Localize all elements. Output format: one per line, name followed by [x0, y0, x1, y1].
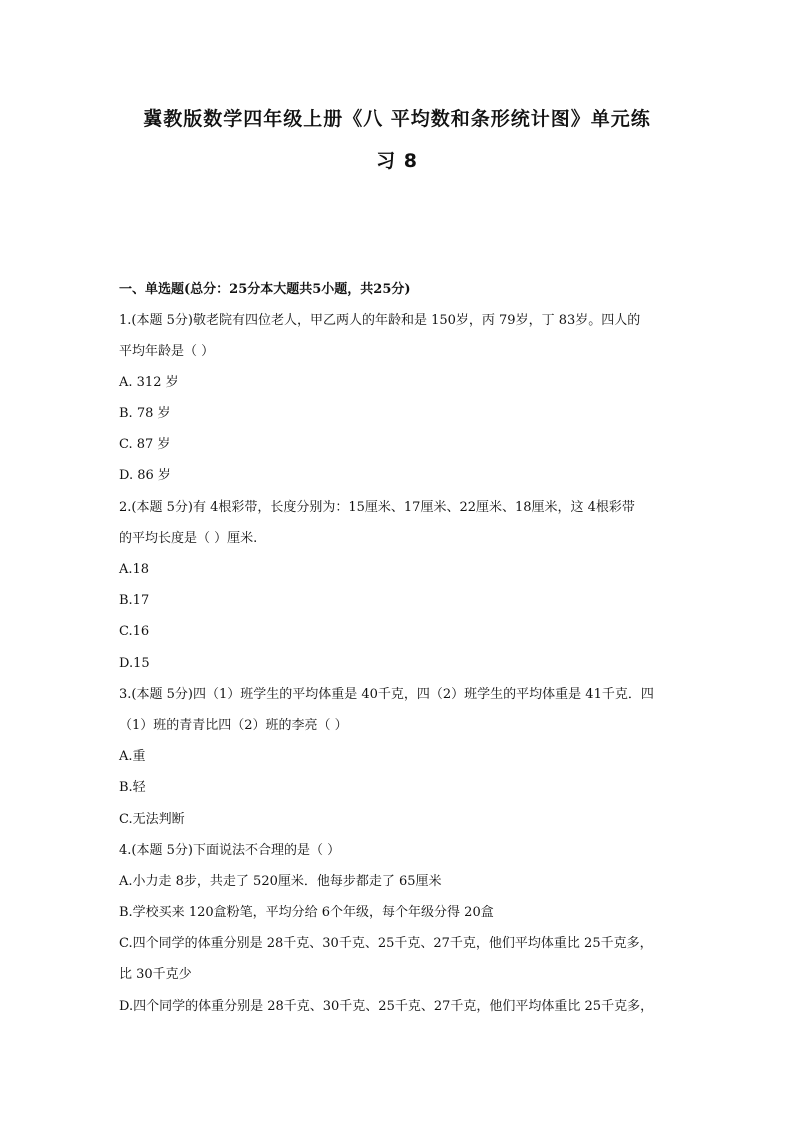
question-4-option-b: B.学校买来 120盒粉笔，平均分给 6个年级，每个年级分得 20盒 — [119, 905, 494, 920]
question-4-option-a: A.小力走 8步，共走了 520厘米．他每步都走了 65厘米 — [119, 874, 442, 889]
question-3-stem-line-2: （1）班的青青比四（2）班的李亮（ ） — [119, 718, 348, 733]
question-2-option-a: A.18 — [119, 562, 150, 577]
document-title-line-1: 冀教版数学四年级上册《八 平均数和条形统计图》单元练 — [143, 108, 651, 130]
question-4-option-d-line-1: D.四个同学的体重分别是 28千克、30千克、25千克、27千克，他们平均体重比 25千克多， — [119, 999, 654, 1014]
question-1-option-d: D. 86 岁 — [119, 468, 171, 483]
question-1-stem-line-2: 平均年龄是（ ） — [119, 344, 215, 359]
question-2-stem-line-2: 的平均长度是（ ）厘米. — [119, 531, 258, 546]
section-heading: 一、单选题(总分：25分本大题共5小题，共25分) — [119, 282, 411, 297]
question-2-option-d: D.15 — [119, 656, 150, 671]
question-2-stem-line-1: 2.(本题 5分)有 4根彩带，长度分别为：15厘米、17厘米、22厘米、18厘米，这 4根彩带 — [119, 500, 635, 515]
question-3-option-a: A.重 — [119, 749, 146, 764]
question-4-option-c-line-2: 比 30千克少 — [119, 967, 192, 982]
question-1-stem-line-1: 1.(本题 5分)敬老院有四位老人，甲乙两人的年龄和是 150岁，丙 79岁，丁 83岁。四人的 — [119, 313, 641, 328]
document-title-line-2: 习 8 — [376, 150, 418, 172]
question-3-stem-line-1: 3.(本题 5分)四（1）班学生的平均体重是 40千克，四（2）班学生的平均体重是 41千克．四 — [119, 687, 654, 702]
question-2-option-b: B.17 — [119, 593, 150, 608]
question-2-option-c: C.16 — [119, 624, 150, 639]
question-1-option-b: B. 78 岁 — [119, 406, 171, 421]
question-4-stem-line-1: 4.(本题 5分)下面说法不合理的是（ ） — [119, 843, 341, 858]
question-1-option-c: C. 87 岁 — [119, 437, 171, 452]
question-1-option-a: A. 312 岁 — [119, 375, 179, 390]
question-3-option-c: C.无法判断 — [119, 812, 185, 827]
question-4-option-c-line-1: C.四个同学的体重分别是 28千克、30千克、25千克、27千克，他们平均体重比 25千克多， — [119, 936, 653, 951]
question-3-option-b: B.轻 — [119, 780, 146, 795]
